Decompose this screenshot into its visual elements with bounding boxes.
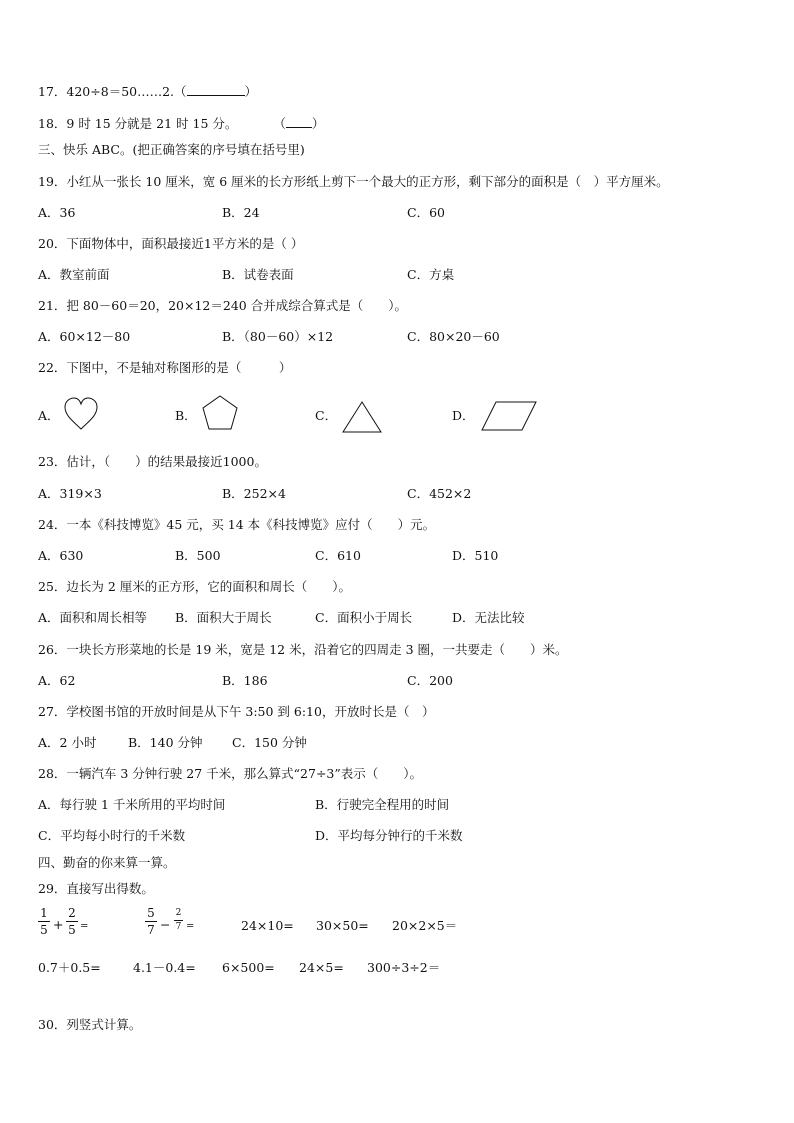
q19-option-a[interactable]: A．36 (38, 205, 76, 220)
question-21-stem: 21．把 80－60＝20，20×12＝240 合并成综合算式是（ ）。 (38, 298, 407, 313)
q27-option-c[interactable]: C．150 分钟 (232, 735, 307, 750)
question-17: 17．420÷8＝50……2.（ ） (38, 84, 258, 99)
question-25-stem: 25．边长为 2 厘米的正方形，它的面积和周长（ ）。 (38, 579, 352, 594)
q24-option-b[interactable]: B．500 (175, 548, 221, 563)
calc-4.1-0.4[interactable]: 4.1－0.4= (133, 960, 196, 975)
minus-sign: − (160, 917, 171, 932)
q21-option-c[interactable]: C．80×20－60 (407, 329, 500, 344)
q26-option-c[interactable]: C．200 (407, 673, 453, 688)
q22-option-a[interactable]: A． (38, 408, 60, 423)
fraction-1-5: 1 5 (38, 906, 50, 937)
q24-option-c[interactable]: C．610 (315, 548, 361, 563)
question-19-stem: 19．小红从一张长 10 厘米，宽 6 厘米的长方形纸上剪下一个最大的正方形，剩下部分的面积是（ ）平方厘米。 (38, 174, 669, 189)
question-18-text: 18．9 时 15 分就是 21 时 15 分。 (38, 116, 238, 131)
question-28-stem: 28．一辆汽车 3 分钟行驶 27 千米，那么算式“27÷3”表示（ ）。 (38, 766, 423, 781)
plus-sign: + (53, 917, 64, 932)
question-26-stem: 26．一块长方形菜地的长是 19 米，宽是 12 米，沿着它的四周走 3 圈，一共要走（ ）米。 (38, 642, 568, 657)
q24-option-d[interactable]: D．510 (452, 548, 499, 563)
q20-option-c[interactable]: C．方桌 (407, 267, 455, 282)
calc-24x5[interactable]: 24×5= (299, 960, 344, 975)
question-17-text: 17．420÷8＝50……2.（ (38, 84, 187, 99)
equals-sign[interactable]: = (186, 921, 195, 932)
question-24-stem: 24．一本《科技博览》45 元，买 14 本《科技博览》应付（ ）元。 (38, 517, 436, 532)
fraction-2-7: 2 7 (175, 908, 182, 932)
q28-option-a[interactable]: A．每行驶 1 千米所用的平均时间 (38, 797, 226, 812)
q19-option-c[interactable]: C．60 (407, 205, 445, 220)
question-22-stem: 22．下图中，不是轴对称图形的是（ ） (38, 360, 292, 375)
q20-option-b[interactable]: B．试卷表面 (222, 267, 294, 282)
q20-option-a[interactable]: A．教室前面 (38, 267, 110, 282)
q19-option-b[interactable]: B．24 (222, 205, 260, 220)
question-27-stem: 27．学校图书馆的开放时间是从下午 3:50 到 6:10，开放时长是（ ） (38, 704, 435, 719)
calc-6x500[interactable]: 6×500= (222, 960, 275, 975)
answer-blank[interactable] (286, 115, 312, 128)
q25-option-d[interactable]: D．无法比较 (452, 610, 525, 625)
q23-option-c[interactable]: C．452×2 (407, 486, 472, 501)
calc-24x10[interactable]: 24×10= (241, 918, 294, 933)
parallelogram-icon (480, 400, 538, 432)
q21-option-b[interactable]: B．（80－60）×12 (222, 329, 334, 344)
answer-blank[interactable] (187, 83, 245, 96)
q27-option-b[interactable]: B．140 分钟 (128, 735, 203, 750)
q27-option-a[interactable]: A．2 小时 (38, 735, 97, 750)
calc-30x50[interactable]: 30×50= (316, 918, 369, 933)
triangle-icon (341, 400, 383, 434)
question-20-stem: 20．下面物体中，面积最接近1平方米的是（ ） (38, 236, 304, 251)
q23-option-b[interactable]: B．252×4 (222, 486, 286, 501)
pentagon-icon (200, 394, 240, 432)
fraction-5-7: 5 7 (145, 906, 157, 937)
calc-20x2x5[interactable]: 20×2×5＝ (392, 918, 458, 933)
q22-option-c[interactable]: C． (315, 408, 338, 423)
q23-option-a[interactable]: A．319×3 (38, 486, 102, 501)
q24-option-a[interactable]: A．630 (38, 548, 84, 563)
question-23-stem: 23．估计，（ ）的结果最接近1000。 (38, 454, 267, 469)
q22-option-b[interactable]: B． (175, 408, 197, 423)
question-29-stem: 29．直接写出得数。 (38, 881, 154, 896)
fraction-2-5: 2 5 (66, 906, 78, 937)
question-30-stem: 30．列竖式计算。 (38, 1017, 142, 1032)
question-18: 18．9 时 15 分就是 21 时 15 分。 （ ） (38, 116, 325, 131)
q22-option-d[interactable]: D． (452, 408, 475, 423)
q28-option-d[interactable]: D．平均每分钟行的千米数 (315, 828, 463, 843)
q28-option-c[interactable]: C．平均每小时行的千米数 (38, 828, 186, 843)
q25-option-b[interactable]: B．面积大于周长 (175, 610, 272, 625)
q26-option-a[interactable]: A．62 (38, 673, 76, 688)
calc-0.7+0.5[interactable]: 0.7＋0.5= (38, 960, 101, 975)
section-4-heading: 四、勤奋的你来算一算。 (38, 855, 176, 870)
q25-option-a[interactable]: A．面积和周长相等 (38, 610, 148, 625)
section-3-heading: 三、快乐 ABC。(把正确答案的序号填在括号里) (38, 142, 305, 157)
equals-sign[interactable]: = (80, 921, 89, 932)
q25-option-c[interactable]: C．面积小于周长 (315, 610, 413, 625)
q26-option-b[interactable]: B．186 (222, 673, 268, 688)
calc-300÷3÷2[interactable]: 300÷3÷2＝ (367, 960, 441, 975)
heart-icon (62, 396, 100, 432)
q21-option-a[interactable]: A．60×12－80 (38, 329, 131, 344)
q28-option-b[interactable]: B．行驶完全程用的时间 (315, 797, 450, 812)
